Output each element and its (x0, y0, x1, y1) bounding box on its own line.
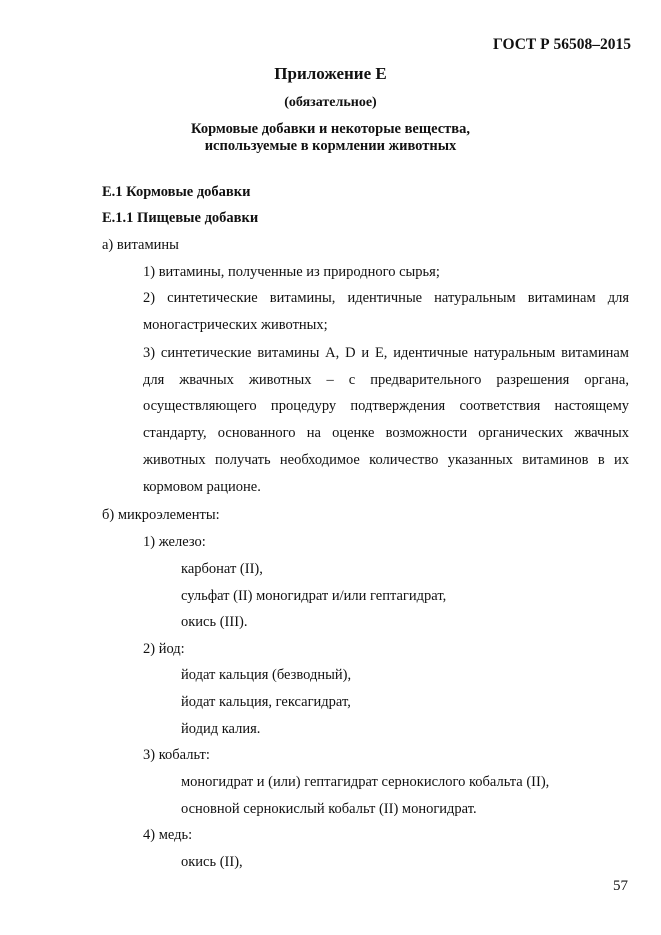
iron-item: окись (III). (181, 614, 248, 630)
document-code: ГОСТ Р 56508–2015 (493, 36, 631, 53)
annex-title: Приложение Е (274, 64, 387, 83)
page-number: 57 (613, 878, 628, 894)
iodine-label: 2) йод: (143, 641, 185, 657)
iron-label: 1) железо: (143, 534, 206, 550)
iron-item: сульфат (II) моногидрат и/или гептагидрат, (181, 588, 447, 604)
iodine-item: йодат кальция (безводный), (181, 667, 352, 683)
vitamins-item-1: 1) витамины, полученные из природного сырья; (143, 264, 440, 280)
vitamins-item-3: 3) синтетические витамины А, D и Е, идентичные натуральным витаминам для жвачных животных – с предварительного разрешения органа, осуществляющего процедуру подтверждения соответствия настоящему стандарту, основанного на оценке возможности органических жвачных животных получать необходимое количество указанных витаминов в их кормовом рационе. (143, 345, 629, 495)
cobalt-label: 3) кобальт: (143, 747, 210, 763)
iron-item: карбонат (II), (181, 561, 263, 577)
vitamins-label: а) витамины (102, 237, 179, 253)
iodine-item: йодат кальция, гексагидрат, (181, 694, 351, 710)
subsection-heading: Е.1.1 Пищевые добавки (102, 210, 259, 226)
annex-subtitle-line1: Кормовые добавки и некоторые вещества, (191, 121, 470, 137)
annex-subtitle (0, 121, 661, 155)
section-heading: Е.1 Кормовые добавки (102, 184, 251, 200)
copper-item: окись (II), (181, 854, 243, 870)
iodine-item: йодид калия. (181, 721, 261, 737)
annex-subtitle-line2: используемые в кормлении животных (204, 138, 457, 154)
vitamins-item-2: 2) синтетические витамины, идентичные натуральным витаминам для моногастрических животных; (143, 290, 629, 333)
annex-status: (обязательное) (284, 95, 377, 110)
cobalt-item: основной сернокислый кобальт (II) моногидрат. (181, 801, 477, 817)
copper-label: 4) медь: (143, 827, 193, 843)
cobalt-item: моногидрат и (или) гептагидрат сернокислого кобальта (II), (181, 774, 550, 790)
trace-elements-label: б) микроэлементы: (102, 507, 220, 523)
